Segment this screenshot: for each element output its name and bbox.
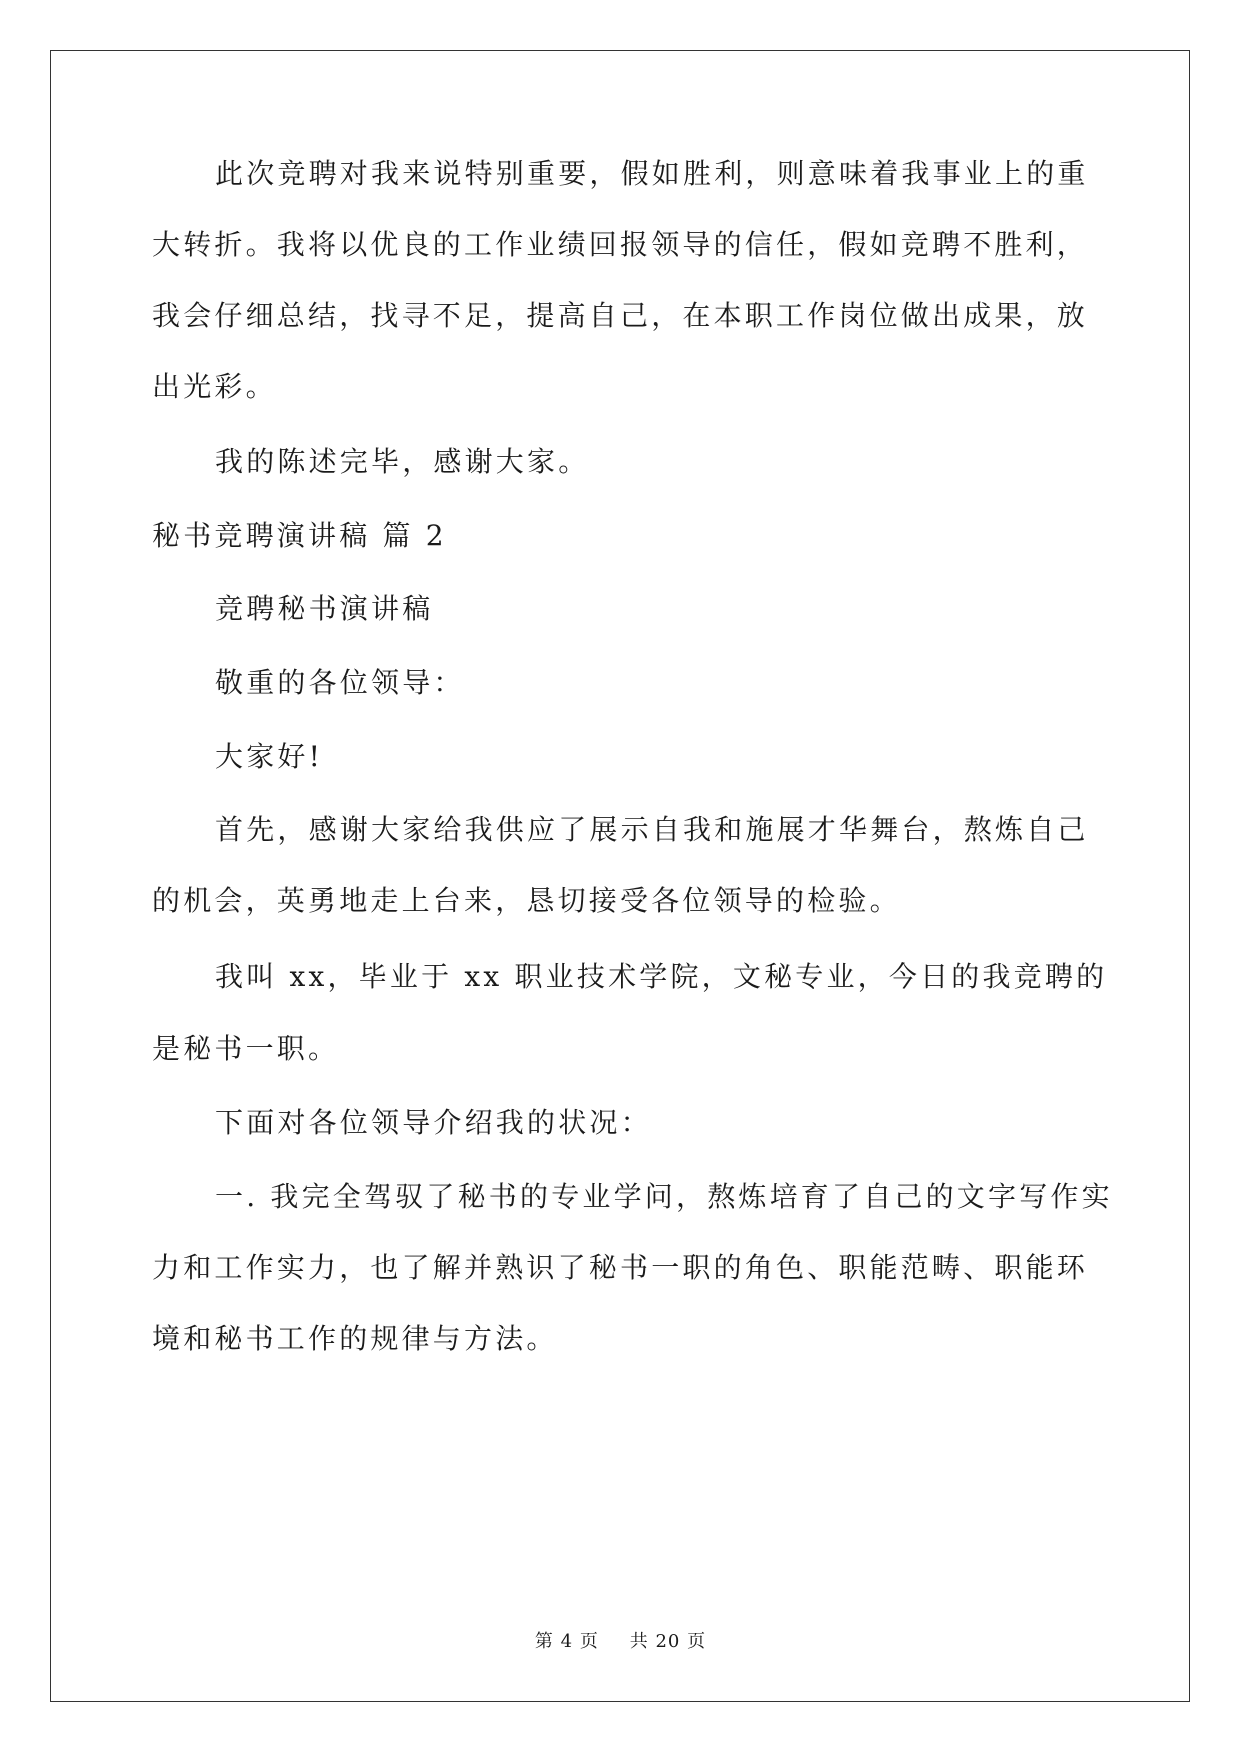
paragraph-line: 大转折。我将以优良的工作业绩回报领导的信任，假如竞聘不胜利， [152, 228, 1089, 261]
paragraph-line: 我会仔细总结，找寻不足，提高自己，在本职工作岗位做出成果，放 [152, 299, 1089, 332]
paragraph-line: 境和秘书工作的规律与方法。 [152, 1322, 558, 1355]
paragraph-line: 出光彩。 [152, 370, 277, 403]
page-footer [0, 1627, 1241, 1653]
page-total: 共 20 页 [629, 1631, 707, 1652]
page-number: 第 4 页 [534, 1631, 599, 1652]
paragraph-line: 的机会，英勇地走上台来，恳切接受各位领导的检验。 [152, 884, 901, 917]
paragraph-line: 下面对各位领导介绍我的状况： [215, 1106, 652, 1139]
speech-title: 竞聘秘书演讲稿 [215, 592, 434, 625]
paragraph-line: 我叫 xx，毕业于 xx 职业技术学院，文秘专业，今日的我竞聘的 [215, 960, 1108, 993]
paragraph-line: 是秘书一职。 [152, 1032, 340, 1065]
paragraph-line: 力和工作实力，也了解并熟识了秘书一职的角色、职能范畴、职能环 [152, 1251, 1089, 1284]
salutation: 敬重的各位领导： [215, 666, 465, 699]
section-heading: 秘书竞聘演讲稿 篇 2 [152, 519, 447, 552]
paragraph-line: 一. 我完全驾驭了秘书的专业学问，熬炼培育了自己的文字写作实 [215, 1180, 1113, 1213]
paragraph-line: 我的陈述完毕，感谢大家。 [215, 445, 590, 478]
paragraph-line: 此次竞聘对我来说特别重要，假如胜利，则意味着我事业上的重 [215, 157, 1089, 190]
greeting: 大家好! [215, 740, 324, 773]
paragraph-line: 首先，感谢大家给我供应了展示自我和施展才华舞台，熬炼自己 [215, 813, 1089, 846]
